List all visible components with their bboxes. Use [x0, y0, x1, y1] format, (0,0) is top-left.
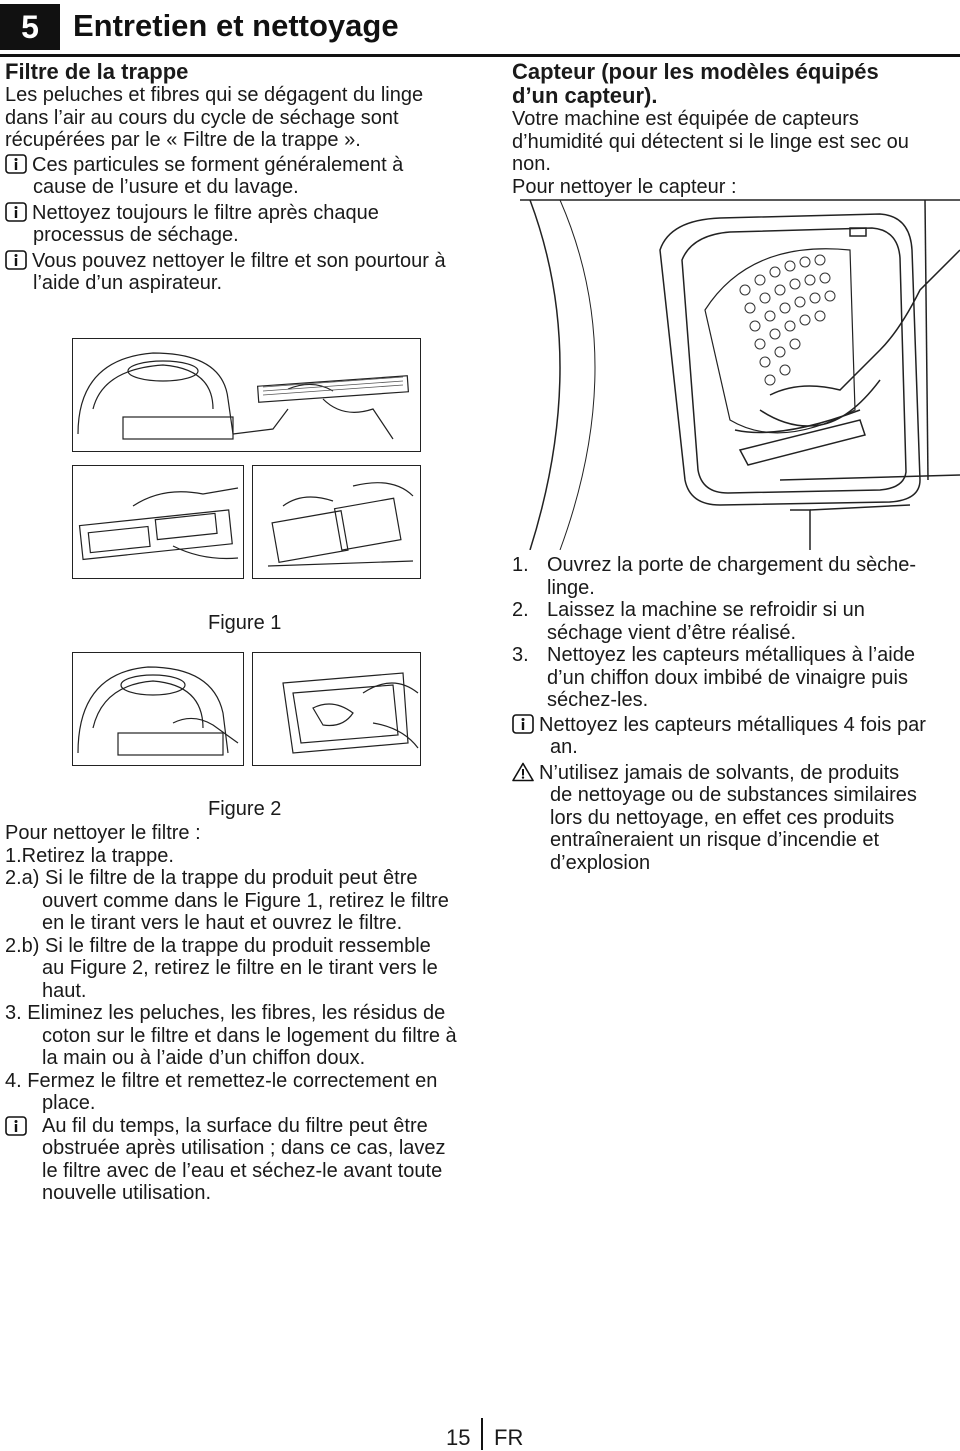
step-text: Nettoyez les capteurs métalliques à l’aide — [547, 644, 915, 666]
step-line: haut. — [42, 979, 87, 1002]
note-text: entraîneraient un risque d’incendie et — [550, 829, 880, 851]
sensor-heading: Capteur (pour les modèles équipés — [512, 59, 879, 84]
info-note — [5, 250, 446, 295]
note-text: d’explosion — [550, 851, 651, 874]
warning-note — [512, 762, 926, 875]
step-line: au Figure 2, retirez le filtre en le tirant vers le — [42, 957, 438, 979]
footer-separator — [481, 1418, 483, 1450]
step-line: 4. Fermez le filtre et remettez-le correctement en — [5, 1069, 438, 1092]
sensor-illustration-svg — [520, 180, 960, 550]
note-text: Nettoyez toujours le filtre après chaque — [32, 201, 379, 224]
header-rule — [0, 54, 960, 57]
note-text: de nettoyage ou de substances similaires — [550, 784, 917, 806]
figure1-label: Figure 1 — [208, 612, 282, 634]
note-text: cause de l’usure et du lavage. — [33, 176, 299, 198]
step-line: d’un chiffon doux imbibé de vinaigre puis — [547, 666, 908, 689]
info-icon — [512, 714, 534, 734]
step-number: 3. — [512, 644, 529, 666]
intro-line: Votre machine est équipée de capteurs — [512, 108, 859, 130]
note-text: le filtre avec de l’eau et séchez-le avant toute — [42, 1159, 443, 1182]
step-line: 1.Retirez la trappe. — [5, 844, 174, 867]
step-line — [512, 644, 926, 667]
note-text: Vous pouvez nettoyer le filtre et son pourtour à — [32, 249, 446, 272]
figure1-panel-remove-filter — [72, 338, 421, 452]
step-line: place. — [42, 1092, 96, 1114]
step-line: linge. — [547, 576, 595, 599]
figure2-label: Figure 2 — [208, 798, 282, 820]
info-icon — [5, 1116, 27, 1136]
page-number: 15 — [446, 1425, 471, 1450]
note-text: Ces particules se forment généralement à — [32, 153, 404, 176]
note-text: Nettoyez les capteurs métalliques 4 fois par — [539, 713, 926, 736]
step-line — [512, 554, 926, 577]
step-line: 2.a) Si le filtre de la trappe du produit peut être — [5, 867, 418, 889]
step-line: la main ou à l’aide d’un chiffon doux. — [42, 1047, 366, 1069]
note-text: lors du nettoyage, en effet ces produits — [550, 806, 895, 829]
figure1-illustration-c — [253, 466, 420, 578]
filter-cleaning-procedure — [5, 822, 457, 1205]
step-line: ouvert comme dans le Figure 1, retirez le filtre — [42, 889, 449, 912]
figure1-panel-filter-open — [252, 465, 421, 579]
figure1-illustration-a — [73, 339, 420, 451]
info-note — [5, 154, 446, 199]
intro-line: récupérées par le « Filtre de la trappe ». — [5, 129, 361, 151]
sensor-section — [512, 60, 909, 198]
info-note — [512, 714, 926, 759]
note-text: Au fil du temps, la surface du filtre peut être — [42, 1114, 428, 1137]
info-icon — [5, 154, 27, 174]
step-line: en le tirant vers le haut et ouvrez le filtre. — [42, 912, 403, 934]
procedure-title: Pour nettoyer le capteur : — [512, 175, 737, 198]
info-icon — [5, 250, 27, 270]
step-text: Ouvrez la porte de chargement du sèche- — [547, 554, 917, 576]
intro-line: d’humidité qui détectent si le linge est sec ou — [512, 130, 909, 153]
sensor-heading: d’un capteur). — [512, 83, 658, 108]
chapter-number-badge: 5 — [0, 4, 60, 50]
info-icon — [5, 202, 27, 222]
step-number: 2. — [512, 599, 529, 621]
figure1-panel-open-filter — [72, 465, 244, 579]
sensor-cleaning-illustration — [520, 180, 960, 550]
figure1-illustration-b — [73, 466, 243, 578]
intro-line: Les peluches et fibres qui se dégagent du linge — [5, 84, 424, 106]
step-line: séchage vient d’être réalisé. — [547, 621, 797, 644]
note-text: obstruée après utilisation ; dans ce cas, lavez — [42, 1137, 446, 1159]
note-text: an. — [550, 736, 578, 758]
note-text: l’aide d’un aspirateur. — [33, 272, 223, 294]
step-line: 2.b) Si le filtre de la trappe du produit ressemble — [5, 934, 431, 957]
note-text: nouvelle utilisation. — [42, 1182, 211, 1204]
step-line — [512, 599, 926, 622]
sensor-cleaning-procedure — [512, 554, 926, 874]
figure2-panel-remove-filter — [72, 652, 244, 766]
figure2-illustration-a — [73, 653, 243, 765]
info-note — [5, 202, 446, 247]
language-code: FR — [494, 1425, 524, 1450]
figure2-illustration-b — [253, 653, 420, 765]
note-text: processus de séchage. — [33, 224, 239, 246]
lint-filter-section — [5, 60, 446, 295]
warning-icon — [512, 762, 534, 782]
note-text: N’utilisez jamais de solvants, de produits — [539, 761, 900, 784]
step-line: coton sur le filtre et dans le logement du filtre à — [42, 1024, 457, 1047]
step-line: 3. Eliminez les peluches, les fibres, les résidus de — [5, 1002, 446, 1024]
intro-line: non. — [512, 153, 551, 175]
chapter-title: Entretien et nettoyage — [73, 8, 399, 43]
procedure-title: Pour nettoyer le filtre : — [5, 822, 201, 844]
lint-filter-heading: Filtre de la trappe — [5, 59, 189, 84]
figure2-panel-clean-filter — [252, 652, 421, 766]
intro-line: dans l’air au cours du cycle de séchage sont — [5, 106, 399, 129]
info-note — [5, 1115, 457, 1205]
step-text: Laissez la machine se refroidir si un — [547, 599, 865, 621]
step-number: 1. — [512, 554, 529, 576]
step-line: séchez-les. — [547, 689, 649, 711]
